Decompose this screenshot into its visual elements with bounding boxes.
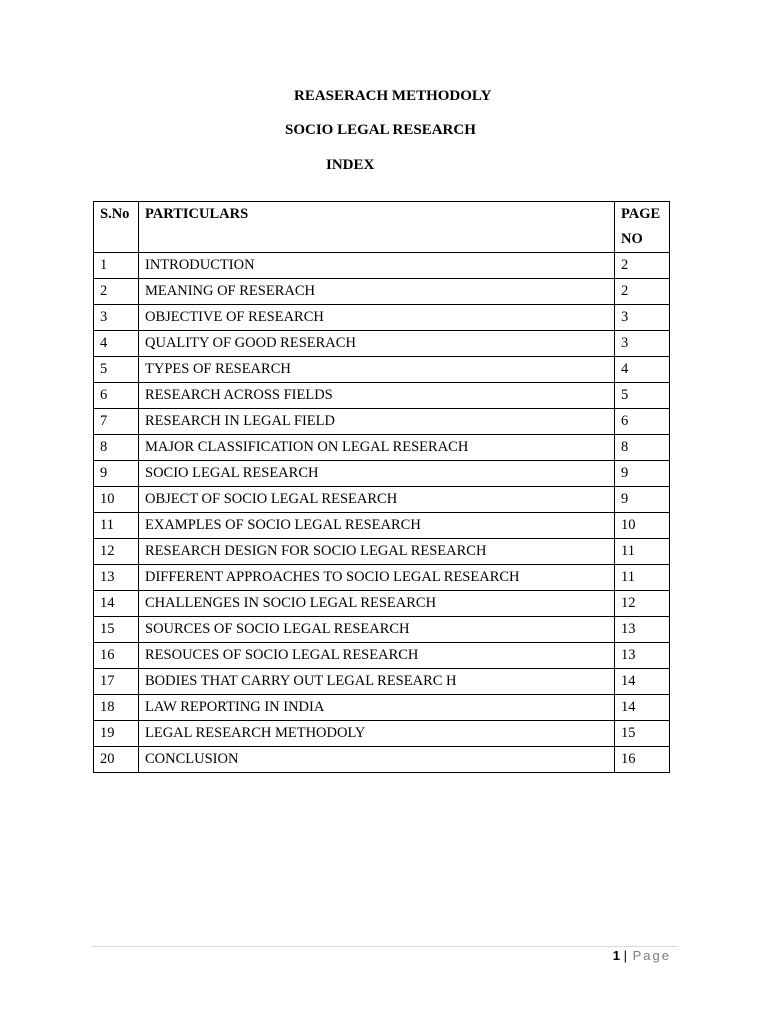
cell-particular: CONCLUSION [139,747,615,773]
index-table [93,201,670,773]
cell-sno: 1 [94,253,139,279]
cell-particular: SOCIO LEGAL RESEARCH [139,461,615,487]
cell-page: 6 [615,409,670,435]
cell-sno: 14 [94,591,139,617]
page-number: 1 [612,948,620,963]
cell-sno: 16 [94,643,139,669]
cell-particular: DIFFERENT APPROACHES TO SOCIO LEGAL RESEARCH [139,565,615,591]
cell-page: 9 [615,487,670,513]
cell-sno: 13 [94,565,139,591]
cell-particular: BODIES THAT CARRY OUT LEGAL RESEARC H [139,669,615,695]
cell-particular: LAW REPORTING IN INDIA [139,695,615,721]
cell-page: 14 [615,695,670,721]
cell-page: 3 [615,331,670,357]
table-row [94,383,670,409]
header-particulars: PARTICULARS [139,202,615,253]
table-row [94,565,670,591]
cell-sno: 4 [94,331,139,357]
table-row [94,721,670,747]
cell-particular: CHALLENGES IN SOCIO LEGAL RESEARCH [139,591,615,617]
cell-page: 10 [615,513,670,539]
cell-sno: 5 [94,357,139,383]
footer-divider [92,946,678,947]
cell-particular: MAJOR CLASSIFICATION ON LEGAL RESERACH [139,435,615,461]
table-row [94,617,670,643]
cell-page: 5 [615,383,670,409]
table-row [94,435,670,461]
cell-sno: 12 [94,539,139,565]
cell-sno: 17 [94,669,139,695]
cell-page: 8 [615,435,670,461]
document-subtitle: SOCIO LEGAL RESEARCH [285,122,476,138]
cell-sno: 20 [94,747,139,773]
cell-page: 2 [615,253,670,279]
table-row [94,669,670,695]
table-row [94,513,670,539]
section-heading: INDEX [326,157,375,173]
cell-page: 11 [615,565,670,591]
cell-page: 14 [615,669,670,695]
table-row [94,305,670,331]
cell-particular: RESEARCH ACROSS FIELDS [139,383,615,409]
cell-particular: RESOUCES OF SOCIO LEGAL RESEARCH [139,643,615,669]
table-row [94,357,670,383]
footer-separator: | [623,948,627,963]
cell-sno: 2 [94,279,139,305]
page-label: Page [632,948,671,963]
cell-page: 3 [615,305,670,331]
cell-page: 9 [615,461,670,487]
cell-sno: 3 [94,305,139,331]
table-row [94,643,670,669]
cell-page: 11 [615,539,670,565]
cell-sno: 10 [94,487,139,513]
cell-sno: 19 [94,721,139,747]
cell-sno: 9 [94,461,139,487]
header-page-no: PAGE NO [615,202,670,253]
cell-sno: 6 [94,383,139,409]
cell-sno: 18 [94,695,139,721]
cell-page: 16 [615,747,670,773]
cell-particular: RESEARCH DESIGN FOR SOCIO LEGAL RESEARCH [139,539,615,565]
cell-sno: 7 [94,409,139,435]
cell-page: 2 [615,279,670,305]
cell-sno: 11 [94,513,139,539]
cell-page: 13 [615,617,670,643]
cell-sno: 15 [94,617,139,643]
table-row [94,539,670,565]
cell-page: 15 [615,721,670,747]
cell-particular: INTRODUCTION [139,253,615,279]
table-row [94,695,670,721]
cell-particular: LEGAL RESEARCH METHODOLY [139,721,615,747]
table-row [94,591,670,617]
cell-particular: SOURCES OF SOCIO LEGAL RESEARCH [139,617,615,643]
cell-particular: EXAMPLES OF SOCIO LEGAL RESEARCH [139,513,615,539]
table-row [94,487,670,513]
cell-page: 4 [615,357,670,383]
table-row [94,409,670,435]
table-body [94,253,670,773]
cell-particular: RESEARCH IN LEGAL FIELD [139,409,615,435]
table-row [94,747,670,773]
table-row [94,253,670,279]
document-title: REASERACH METHODOLY [294,88,492,104]
cell-particular: QUALITY OF GOOD RESERACH [139,331,615,357]
cell-sno: 8 [94,435,139,461]
cell-particular: OBJECT OF SOCIO LEGAL RESEARCH [139,487,615,513]
cell-particular: MEANING OF RESERACH [139,279,615,305]
cell-page: 12 [615,591,670,617]
table-header-row [94,202,670,253]
cell-particular: TYPES OF RESEARCH [139,357,615,383]
page-footer [613,948,671,963]
table-row [94,279,670,305]
cell-particular: OBJECTIVE OF RESEARCH [139,305,615,331]
table-row [94,461,670,487]
table-row [94,331,670,357]
header-sno: S.No [94,202,139,253]
cell-page: 13 [615,643,670,669]
